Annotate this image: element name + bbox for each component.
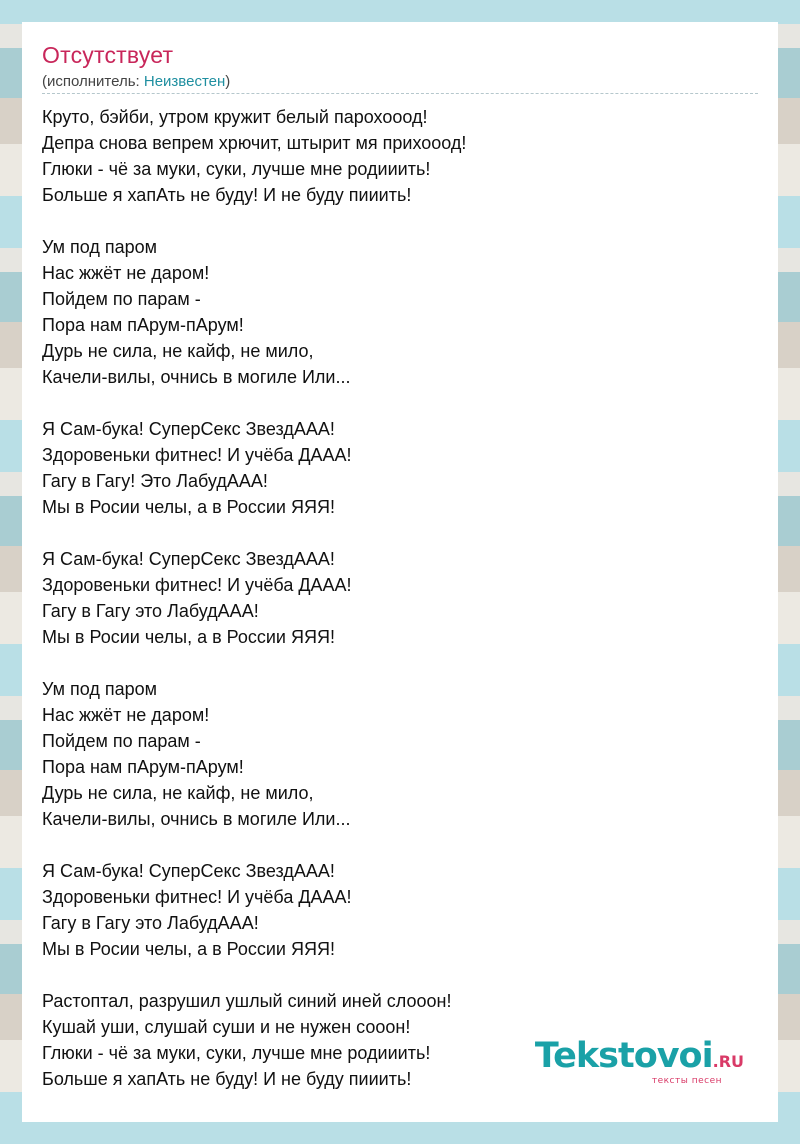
lyrics-line: Ум под паром [42,679,158,699]
lyrics-body [42,104,758,1092]
lyrics-stanza [42,104,758,208]
lyrics-line: Глюки - чё за муки, суки, лучше мне родииить! [42,1043,431,1063]
lyrics-stanza [42,676,758,832]
lyrics-line: Кушай уши, слушай суши и не нужен сооон! [42,1017,411,1037]
lyrics-line: Дурь не сила, не кайф, не мило, [42,341,314,361]
lyrics-line: Пойдем по парам - [42,289,201,309]
lyrics-line: Пора нам пАрум-пАрум! [42,315,244,335]
lyrics-line: Круто, бэйби, утром кружит белый парохооод! [42,107,428,127]
artist-line [42,73,230,90]
lyrics-line: Нас жжёт не даром! [42,705,210,725]
lyrics-line: Нас жжёт не даром! [42,263,210,283]
logo-suffix: .RU [712,1052,744,1071]
lyrics-line: Здоровеньки фитнес! И учёба ДААА! [42,575,352,595]
lyrics-line: Пора нам пАрум-пАрум! [42,757,244,777]
logo-wordmark [535,1038,744,1080]
song-title: Отсутствует [42,42,174,68]
lyrics-line: Больше я хапАть не буду! И не буду пииить! [42,1069,412,1089]
lyrics-line: Мы в Росии челы, а в России ЯЯЯ! [42,939,335,959]
lyrics-line: Качели-вилы, очнись в могиле Или... [42,367,351,387]
artist-prefix: (исполнитель: [42,73,144,90]
lyrics-stanza [42,546,758,650]
lyrics-line: Я Сам-бука! СуперСекс ЗвездААА! [42,419,335,439]
lyrics-line: Гагу в Гагу! Это ЛабудААА! [42,471,268,491]
logo-main-text: Tekstovoi [534,1036,713,1076]
lyrics-line: Я Сам-бука! СуперСекс ЗвездААА! [42,549,335,569]
lyrics-line: Здоровеньки фитнес! И учёба ДААА! [42,445,352,465]
lyrics-line: Мы в Росии челы, а в России ЯЯЯ! [42,627,335,647]
lyrics-line: Пойдем по парам - [42,731,201,751]
logo-tagline: тексты песен [651,1076,722,1086]
lyrics-line: Мы в Росии челы, а в России ЯЯЯ! [42,497,335,517]
lyrics-line: Здоровеньки фитнес! И учёба ДААА! [42,887,352,907]
lyrics-line: Глюки - чё за муки, суки, лучше мне родииить! [42,159,431,179]
dashed-divider [42,93,758,94]
lyrics-line: Ум под паром [42,237,158,257]
lyrics-line: Гагу в Гагу это ЛабудААА! [42,601,259,621]
lyrics-stanza [42,416,758,520]
lyrics-line: Гагу в Гагу это ЛабудААА! [42,913,259,933]
lyrics-card [22,22,778,1122]
lyrics-line: Качели-вилы, очнись в могиле Или... [42,809,351,829]
lyrics-line: Депра снова вепрем хрючит, штырит мя прихооод! [42,133,467,153]
lyrics-stanza [42,858,758,962]
site-logo[interactable] [535,1038,744,1086]
lyrics-stanza [42,234,758,390]
lyrics-line: Я Сам-бука! СуперСекс ЗвездААА! [42,861,335,881]
artist-link[interactable]: Неизвестен [143,73,226,90]
lyrics-line: Больше я хапАть не буду! И не буду пииить! [42,185,412,205]
lyrics-line: Растоптал, разрушил ушлый синий иней слооон! [42,991,452,1011]
artist-suffix: ) [225,73,231,90]
lyrics-line: Дурь не сила, не кайф, не мило, [42,783,314,803]
